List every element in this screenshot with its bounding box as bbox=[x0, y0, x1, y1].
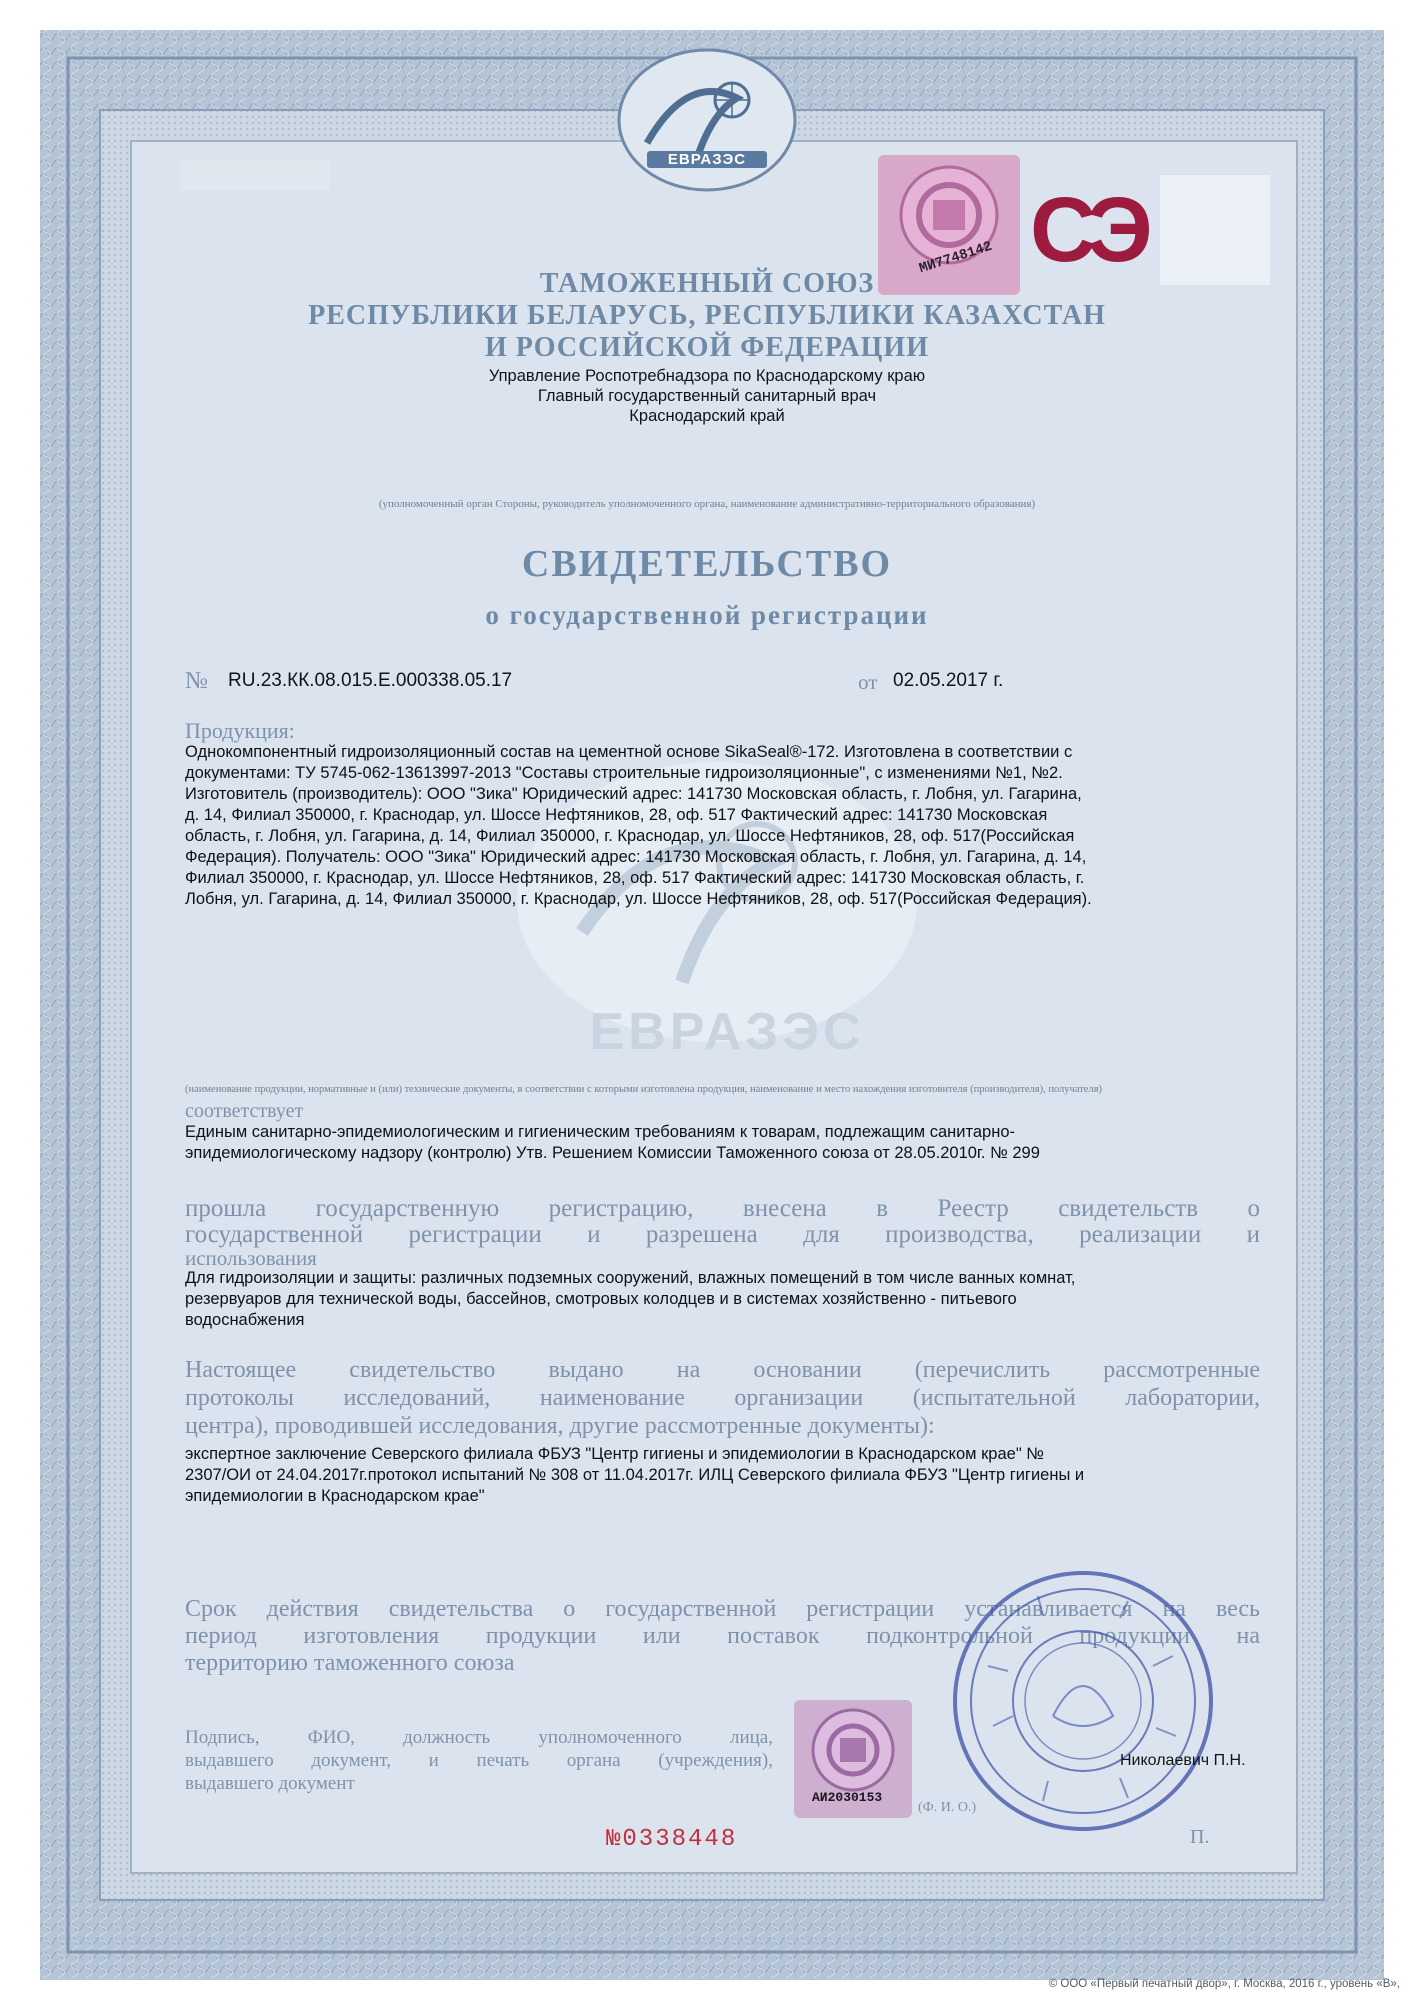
product-line: д. 14, Филиал 350000, г. Краснодар, ул. Шоссе Нефтяников, 28, оф. 517 Фактический адрес: 141730 Московская bbox=[185, 806, 1048, 824]
product-line: Однокомпонентный гидроизоляционный состав на цементной основе SikaSeal®-172. Изготовлена в соответствии с bbox=[185, 743, 1073, 761]
signature-line: выдавшего документ, и печать органа (учреждения), bbox=[185, 1750, 773, 1771]
product-text bbox=[185, 742, 1275, 910]
number-label: № bbox=[185, 668, 208, 694]
product-line: Изготовитель (производитель): ООО "Зика" Юридический адрес: 141730 Московская область, г. Лобня, ул. Гагарина, bbox=[185, 785, 1082, 803]
validity-line: территорию таможенного союза bbox=[185, 1650, 515, 1676]
authority-caption: (уполномоченный орган Стороны, руководитель уполномоченного органа, наименование административно-территориального образования) bbox=[378, 498, 1036, 510]
round-stamp bbox=[948, 1566, 1218, 1836]
validity-line: Срок действия свидетельства о государственной регистрации устанавливается на весь bbox=[185, 1596, 1260, 1622]
basis-text-line: 2307/ОИ от 24.04.2017г.протокол испытаний № 308 от 11.04.2017г. ИЛЦ Северского филиала ФБУЗ "Центр гигиены и bbox=[185, 1466, 1085, 1484]
document-subtitle: о государственной регистрации bbox=[485, 600, 929, 630]
evraz-emblem bbox=[617, 48, 797, 193]
basis-line: протоколы исследований, наименование организации (испытательной лаборатории, bbox=[185, 1385, 1260, 1411]
product-line: Филиал 350000, г. Краснодар, ул. Шоссе Нефтяников, 28, оф. 517 Фактический адрес: 141730 Московская область, г. bbox=[185, 869, 1085, 887]
watermark-text: ЕВРАЗЭС bbox=[589, 1003, 865, 1061]
basis-text bbox=[185, 1444, 1275, 1507]
blank-number: №0338448 bbox=[606, 1826, 738, 1853]
printer-footer: © ООО «Первый печатный двор», г. Москва, 2016 г., уровень «В», bbox=[1048, 1978, 1400, 1990]
registry-statement bbox=[185, 1196, 1260, 1268]
basis-text-line: экспертное заключение Северского филиала ФБУЗ "Центр гигиены и эпидемиологии в Краснодарском крае" № bbox=[185, 1445, 1044, 1463]
registry-line: использования bbox=[185, 1246, 317, 1270]
registration-date: 02.05.2017 г. bbox=[893, 670, 1004, 691]
signature-line: выдавшего документ bbox=[185, 1773, 355, 1794]
product-line: Федерация). Получатель: ООО "Зика" Юридический адрес: 141730 Московская область, г. Лобня, ул. Гагарина, д. 14, bbox=[185, 848, 1087, 866]
signature-caption bbox=[185, 1726, 785, 1795]
date-label: от bbox=[858, 670, 878, 694]
union-line-2: РЕСПУБЛИКИ БЕЛАРУСЬ, РЕСПУБЛИКИ КАЗАХСТАН bbox=[308, 300, 1106, 331]
registration-number: RU.23.КК.08.015.Е.000338.05.17 bbox=[228, 670, 513, 691]
product-caption: (наименование продукции, нормативные и (или) технические документы, в соответствии с которыми изготовлена продукция, наименование и место нахождения изготовителя (производителя), получателя) bbox=[185, 1084, 1103, 1095]
signer-name: Николаевич П.Н. bbox=[1120, 1752, 1246, 1769]
document-title: СВИДЕТЕЛЬСТВО bbox=[521, 543, 893, 585]
basis-statement bbox=[185, 1356, 1260, 1440]
official-seal-icon bbox=[948, 1566, 1218, 1836]
signature-line: Подпись, ФИО, должность уполномоченного лица, bbox=[185, 1727, 773, 1748]
basis-text-line: эпидемиологии в Краснодарском крае" bbox=[185, 1487, 485, 1505]
authority-block bbox=[160, 366, 1254, 426]
usage-line: резервуаров для технической воды, бассейнов, смотровых колодцев и в системах хозяйственно - питьевого bbox=[185, 1290, 1017, 1308]
emblem-logo-icon bbox=[617, 48, 797, 193]
product-line: Лобня, ул. Гагарина, д. 14, Филиал 350000, г. Краснодар, ул. Шоссе Нефтяников, 28, оф. 517(Российская Федерация). bbox=[185, 890, 1092, 908]
conformity-line: Единым санитарно-эпидемиологическим и гигиеническим требованиям к товарам, подлежащим санитарно- bbox=[185, 1123, 1016, 1141]
authority-line-2: Главный государственный санитарный врач bbox=[537, 387, 877, 405]
hologram-top-serial: МИ7748142 bbox=[917, 238, 995, 278]
union-title bbox=[160, 268, 1254, 364]
conformity-line: эпидемиологическому надзору (контролю) Утв. Решением Комиссии Таможенного союза от 28.05.2010г. № 299 bbox=[185, 1144, 1040, 1162]
authority-line-1: Управление Роспотребнадзора по Краснодарскому краю bbox=[488, 367, 926, 385]
usage-line: водоснабжения bbox=[185, 1311, 305, 1329]
emblem-label: ЕВРАЗЭС bbox=[647, 151, 767, 168]
union-line-1: ТАМОЖЕННЫЙ СОЮЗ bbox=[539, 268, 875, 299]
hologram-bottom-serial: АИ2030153 bbox=[812, 1790, 883, 1805]
basis-line: Настоящее свидетельство выдано на основании (перечислить рассмотренные bbox=[185, 1357, 1260, 1383]
product-line: документами: ТУ 5745-062-13613997-2013 "Составы строительные гидроизоляционные", с изменениями №1, №2. bbox=[185, 764, 1063, 782]
product-label: Продукция: bbox=[185, 718, 295, 743]
conformity-label: соответствует bbox=[185, 1100, 304, 1122]
conformity-text bbox=[185, 1122, 1275, 1164]
registry-line: государственной регистрации и разрешена для производства, реализации и bbox=[185, 1221, 1260, 1248]
usage-line: Для гидроизоляции и защиты: различных подземных сооружений, влажных помещений в том числе ванных комнат, bbox=[185, 1269, 1076, 1287]
fio-caption: (Ф. И. О.) bbox=[918, 1800, 977, 1815]
product-line: область, г. Лобня, ул. Гагарина, д. 14, Филиал 350000, г. Краснодар, ул. Шоссе Нефтяников, 28, оф. 517(Российская bbox=[185, 827, 1075, 845]
signer-initials: П. bbox=[1190, 1826, 1210, 1848]
basis-line: центра), проводившей исследования, другие рассмотренные документы): bbox=[185, 1413, 935, 1439]
validity-line: период изготовления продукции или поставок подконтрольной продукции на bbox=[185, 1623, 1260, 1649]
union-line-3: И РОССИЙСКОЙ ФЕДЕРАЦИИ bbox=[485, 332, 929, 363]
registry-line: прошла государственную регистрацию, внесена в Реестр свидетельств о bbox=[185, 1195, 1260, 1222]
authority-line-3: Краснодарский край bbox=[629, 407, 785, 425]
conformity-mark: СЭ bbox=[1030, 179, 1145, 281]
hologram-bottom bbox=[794, 1700, 912, 1818]
faded-strip bbox=[180, 160, 330, 190]
usage-text bbox=[185, 1268, 1275, 1331]
